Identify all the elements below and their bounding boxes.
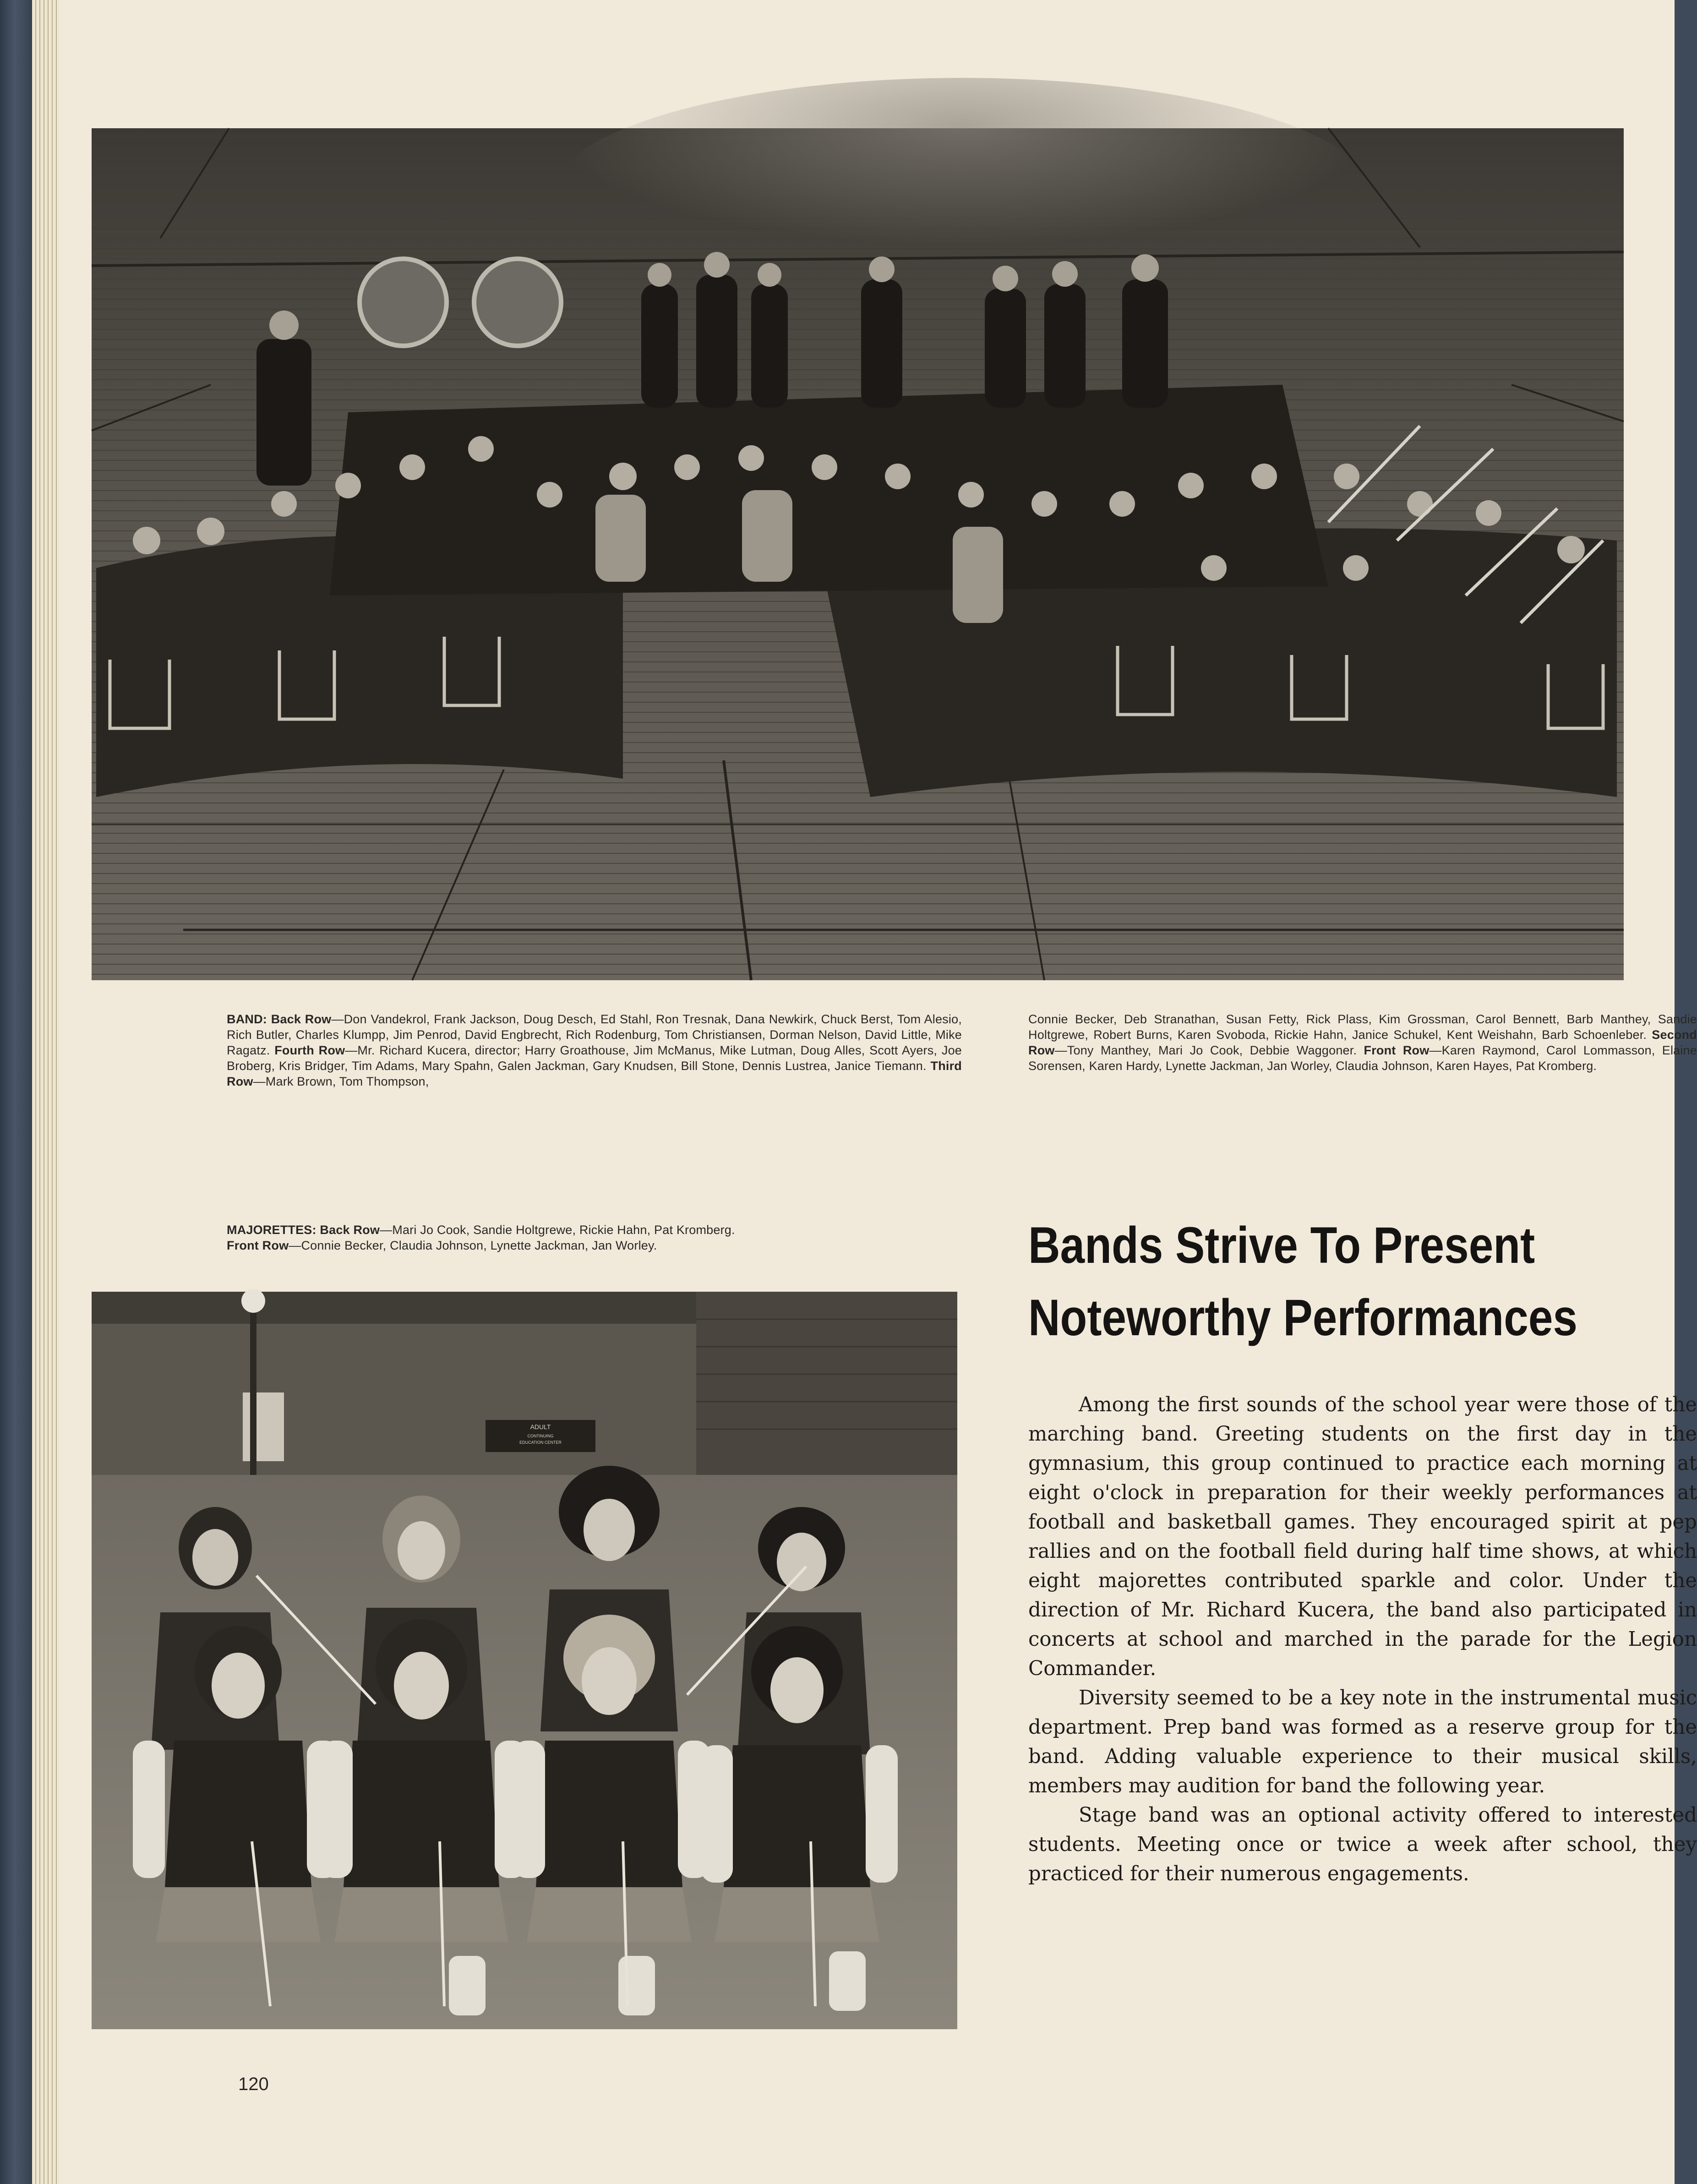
band-label: BAND: bbox=[227, 1012, 267, 1026]
majorettes-back-row-names: —Mari Jo Cook, Sandie Holtgrewe, Rickie Hahn, Pat Kromberg. bbox=[380, 1223, 735, 1237]
majorettes-label: MAJORETTES: bbox=[227, 1223, 316, 1237]
yearbook-page bbox=[60, 0, 1697, 2184]
svg-text:EDUCATION CENTER: EDUCATION CENTER bbox=[519, 1440, 562, 1445]
page-edges bbox=[32, 0, 60, 2184]
band-front-row-names: —Karen Raymond, Carol Lommasson, Elaine Sorensen, Karen Hardy, Lynette Jackman, Jan Worley, Claudia Johnson, Karen Hayes, Pat Kromberg. bbox=[1028, 1043, 1697, 1073]
page-number: 120 bbox=[238, 2074, 269, 2094]
article-paragraph-3: Stage band was an optional activity offered to interested students. Meeting once or twice a week after school, they practiced for their numerous engagements. bbox=[1028, 1804, 1697, 1885]
band-third-row-heading: Third Row bbox=[227, 1059, 962, 1088]
article-headline bbox=[1028, 1209, 1604, 1354]
band-third-row-names-start: —Mark Brown, Tom Thompson, bbox=[253, 1075, 429, 1088]
band-fourth-row-names: —Mr. Richard Kucera, director; Harry Groathouse, Jim McManus, Mike Lutman, Doug Alles, Scott Ayers, Joe Broberg, Kris Bridger, Tim Adams, Mary Spahn, Galen Jackman, Gary Knudsen, Bill Stone, Dennis Lustrea, Janice Tiemann. bbox=[227, 1043, 962, 1073]
band-back-row-heading: Back Row bbox=[271, 1012, 332, 1026]
article-paragraph-2: Diversity seemed to be a key note in the instrumental music department. Prep band was formed as a reserve group for the band. Adding valuable experience to their musical skills, members may audition for band the following year. bbox=[1028, 1687, 1697, 1797]
band-photo-image bbox=[92, 128, 1624, 980]
book-binding bbox=[0, 0, 32, 2184]
headline-line-2: Noteworthy Performances bbox=[1028, 1289, 1577, 1346]
majorettes-photo bbox=[92, 1292, 957, 2029]
band-caption-left bbox=[227, 1011, 962, 1121]
band-second-row-names: —Tony Manthey, Mari Jo Cook, Debbie Waggoner. bbox=[1054, 1043, 1357, 1057]
band-back-row-names: —Don Vandekrol, Frank Jackson, Doug Desch, Ed Stahl, Ron Tresnak, Dana Newkirk, Chuck Berst, Tom Alesio, Rich Butler, Charles Klumpp, Jim Penrod, David Engbrecht, Rich Rodenburg, Tom Christiansen, Dorman Nelson, David Little, Mike Ragatz. bbox=[227, 1012, 962, 1057]
svg-text:CONTINUING: CONTINUING bbox=[527, 1434, 554, 1438]
article-paragraph-1: Among the first sounds of the school year were those of the marching band. Greeting students on the first day in the gymnasium, this group continued to practice each morning at eight o'clock in preparation for their weekly performances at football and basketball games. They encouraged spirit at pep rallies and on the football field during half time shows, at which eight majorettes contributed sparkle and color. Under the direction of Mr. Richard Kucera, the band also participated in concerts at school and marched in the parade for the Legion Commander. bbox=[1028, 1393, 1697, 1680]
article-body bbox=[1028, 1390, 1697, 1889]
majorettes-front-row-heading: Front Row bbox=[227, 1239, 289, 1252]
band-caption-right bbox=[1028, 1011, 1697, 1108]
svg-text:ADULT: ADULT bbox=[530, 1423, 551, 1431]
majorettes-caption bbox=[227, 1222, 962, 1259]
majorettes-photo-image bbox=[92, 1292, 957, 2029]
band-third-row-names-cont: Connie Becker, Deb Stranathan, Susan Fetty, Rick Plass, Kim Grossman, Carol Bennett, Barb Manthey, Sandie Holtgrewe, Robert Burns, Karen Svoboda, Rickie Hahn, Janice Schukel, Kent Weishahn, Barb Schoenleber. bbox=[1028, 1012, 1697, 1042]
majorettes-front-row-names: —Connie Becker, Claudia Johnson, Lynette Jackman, Jan Worley. bbox=[289, 1239, 657, 1252]
majorettes-back-row-heading: Back Row bbox=[320, 1223, 380, 1237]
band-second-row-heading: Second Row bbox=[1028, 1028, 1697, 1057]
band-photo bbox=[92, 128, 1624, 980]
band-front-row-heading: Front Row bbox=[1364, 1043, 1430, 1057]
band-fourth-row-heading: Fourth Row bbox=[274, 1043, 345, 1057]
headline-line-1: Bands Strive To Present bbox=[1028, 1217, 1535, 1274]
